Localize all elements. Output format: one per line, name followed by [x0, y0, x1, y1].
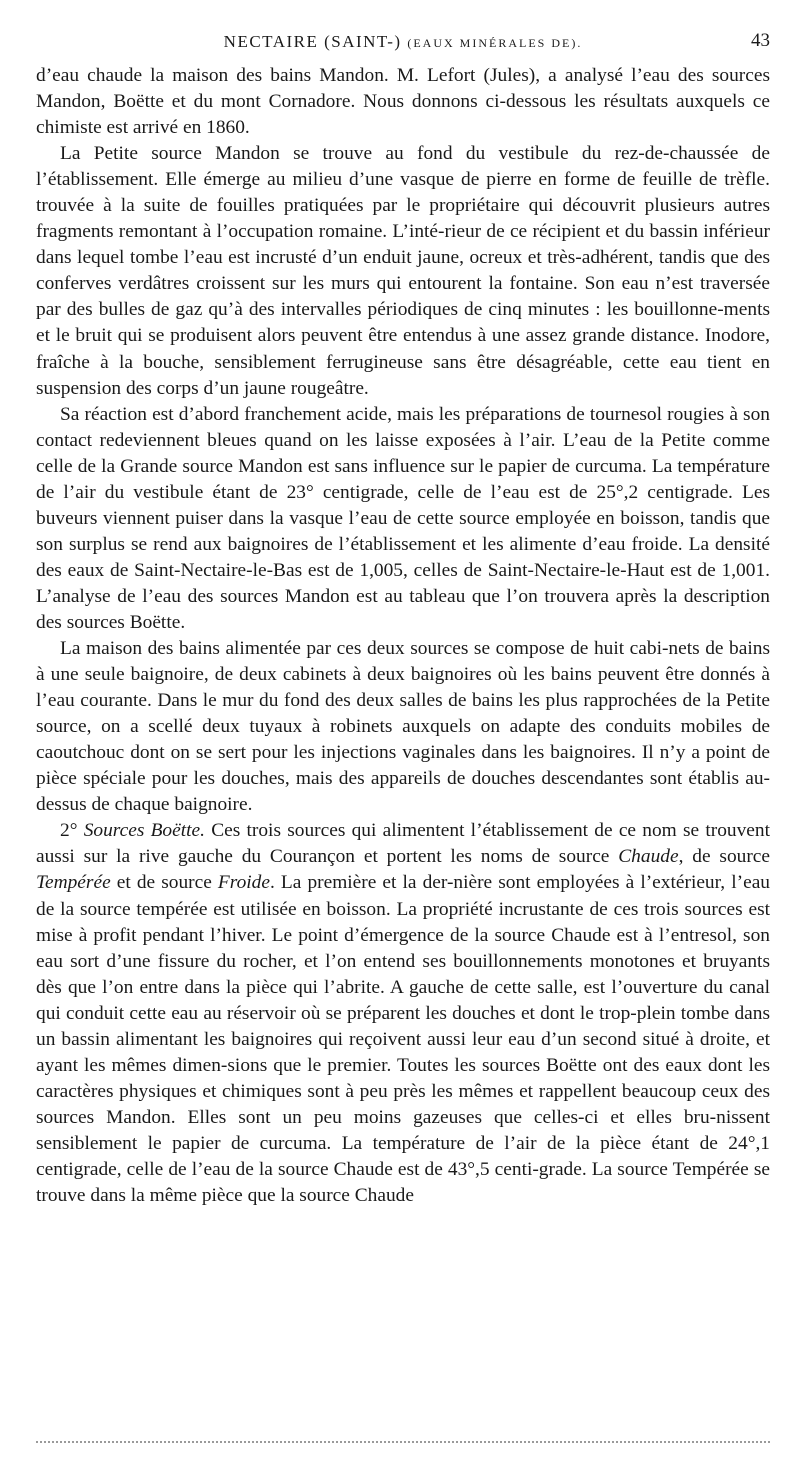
footer-rule: [36, 1441, 770, 1443]
text-run: et de source: [110, 872, 218, 894]
body-text: [36, 63, 770, 1209]
source-name-chaude: Chaude: [618, 846, 679, 868]
section-heading: Sources Boëtte.: [83, 820, 205, 842]
paragraph-maison-des-bains: La maison des bains alimentée par ces deux sources se compose de huit cabi-nets de bains à une seule baignoire, de deux cabinets à deux baignoires où les bains peuvent être donnés à l’eau courante. Dans le mur du fond des deux salles de bains les plus rapprochées de la Petite source, on a scellé deux tuyaux à robinets auxquels on adapte des conduits mobiles de caoutchouc dont on se sert pour les injections vaginales dans les baignoires. Il n’y a point de pièce spéciale pour les douches, mais des appareils de douches descendantes sont établis au-dessus de chaque baignoire.: [36, 638, 770, 816]
paragraph-sources-boette: [36, 818, 770, 1209]
page-number: 43: [751, 30, 770, 51]
section-number: 2°: [60, 820, 84, 842]
source-name-temperee: Tempérée: [36, 872, 111, 894]
text-run: Ces trois sources qui alimentent l’établissement de ce nom se trouvent aussi sur la rive gauche du Courançon et portent les noms de source: [36, 820, 770, 868]
running-head: [36, 30, 770, 56]
running-head-title-main: NECTAIRE (SAINT-): [223, 32, 408, 51]
text-run: , de source: [678, 846, 771, 868]
running-head-title: [36, 32, 770, 52]
text-run: . La première et la der-nière sont employées à l’extérieur, l’eau de la source tempérée est utilisée en boisson. La propriété incrustante de ces trois sources est mise à profit pendant l’hiver. Le point d’émergence de la source Chaude est à l’entresol, son eau sort d’une fissure du rocher, et l’on entend ses bouillonnements monotones et bruyants dès que l’on entre dans la pièce qui l’abrite. A gauche de cette salle, est l’ouverture du canal qui conduit cette eau au réservoir où se préparent les douches et dont le trop-plein tombe dans un bassin alimentant les baignoires qui reçoivent aussi leur eau d’un second situé à droite, et ayant les mêmes dimen-sions que le premier. Toutes les sources Boëtte ont des eaux dont les caractères physiques et chimiques sont à peu près les mêmes et rappellent beaucoup ceux des sources Mandon. Elles sont un peu moins gazeuses que celles-ci et elles bru-nissent sensiblement le papier de curcuma. La température de l’air de la pièce étant de 24°,1 centigrade, celle de l’eau de la source Chaude est de 43°,5 centi-grade. La source Tempérée se trouve dans la même pièce que la source Chaude: [36, 872, 770, 1207]
paragraph-continued: d’eau chaude la maison des bains Mandon. M. Lefort (Jules), a analysé l’eau des sources Mandon, Boëtte et du mont Cornadore. Nous donnons ci-dessous les résultats auxquels ce chimiste est arrivé en 1860.: [36, 65, 770, 139]
running-head-title-subtitle: (EAUX MINÉRALES DE).: [407, 36, 583, 50]
paragraph-petite-source: La Petite source Mandon se trouve au fond du vestibule du rez-de-chaussée de l’établissement. Elle émerge au milieu d’une vasque de pierre en forme de feuille de trèfle. trouvée à la suite de fouilles pratiquées par le propriétaire qui découvrit plusieurs autres fragments remontant à l’occupation romaine. L’inté-rieur de ce récipient et du bassin inférieur dans lequel tombe l’eau est incrusté d’un enduit jaune, ocreux et très-adhérent, tandis que des conferves verdâtres croissent sur les murs qui entourent la fontaine. Son eau n’est traversée par des bulles de gaz qu’à des intervalles périodiques de cinq minutes : les bouillonne-ments et le bruit qui se produisent alors peuvent être entendus à une assez grande distance. Inodore, fraîche à la bouche, sensiblement ferrugineuse sans être désagréable, cette eau tient en suspension des corps d’un jaune rougeâtre.: [36, 143, 770, 399]
paragraph-reaction: Sa réaction est d’abord franchement acide, mais les préparations de tournesol rougies à son contact redeviennent bleues quand on les laisse exposées à l’air. L’eau de la Petite comme celle de la Grande source Mandon est sans influence sur le papier de curcuma. La température de l’air du vestibule étant de 23° centigrade, celle de l’eau est de 25°,2 centigrade. Les buveurs viennent puiser dans la vasque l’eau de cette source employée en boisson, tandis que son surplus se rend aux baignoires de l’établissement et les alimente d’eau froide. La densité des eaux de Saint-Nectaire-le-Bas est de 1,005, celles de Saint-Nectaire-le-Haut est de 1,001. L’analyse de l’eau des sources Mandon est au tableau que l’on trouvera après la description des sources Boëtte.: [36, 403, 770, 633]
source-name-froide: Froide: [217, 872, 270, 894]
